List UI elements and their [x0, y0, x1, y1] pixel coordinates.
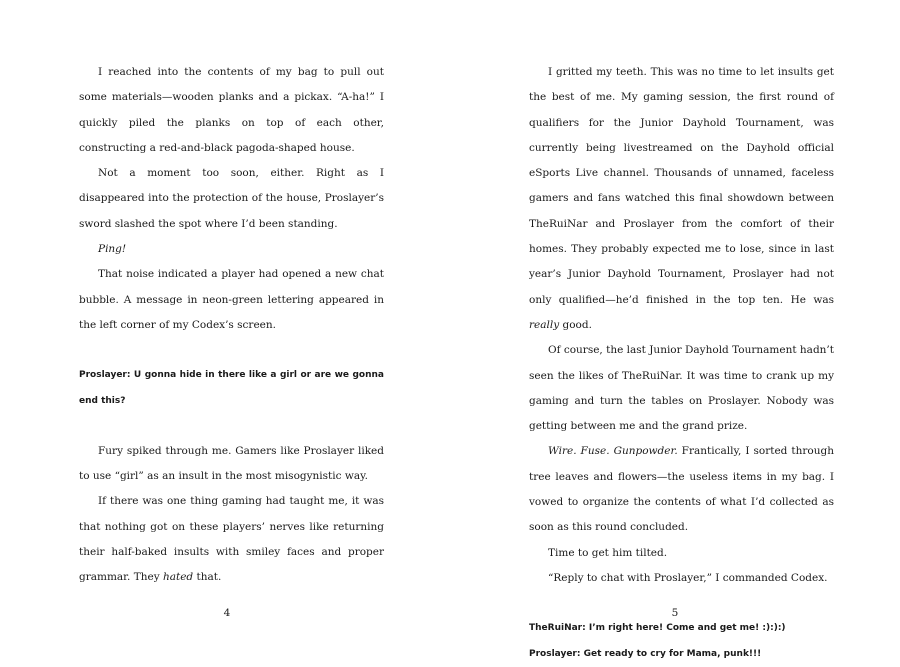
paragraph: I reached into the contents of my bag to pull out some materials—wooden planks and a pickax. “A-ha!” I quickly piled the planks on top of each other, constructing a red-and-black pagoda-shaped house. [79, 66, 384, 154]
right-page [450, 0, 900, 659]
sound-effect-text: Ping! [98, 243, 127, 256]
paragraph [529, 439, 834, 540]
paragraph-text: I gritted my teeth. This was no time to let insults get the best of me. My gaming session, the first round of qualifiers for the Junior Dayhold Tournament, was currently being livestreamed on the Dayhold official eSports Live channel. Thousands of unnamed, faceless gamers and fans watched this final showdown between TheRuiNar and Proslayer from the comfort of their homes. They probably expected me to lose, since in last year’s Junior Dayhold Tournament, Proslayer had not only qualified—he’d finished in the top ten. He was [529, 66, 834, 306]
chat-message [529, 616, 834, 641]
paragraph: “Reply to chat with Proslayer,” I commanded Codex. [548, 571, 828, 584]
chat-speaker: Proslayer: [529, 648, 581, 659]
paragraph-text: that. [193, 571, 222, 584]
left-page [0, 0, 450, 654]
right-page-text [529, 60, 834, 667]
paragraph: Fury spiked through me. Gamers like Proslayer liked to use “girl” as an insult in the most misogynistic way. [79, 444, 384, 483]
paragraph-text: Frantically, I sorted through tree leaves and flowers—the useless items in my bag. I vowed to organize the contents of what I’d collected as soon as this round concluded. [529, 445, 834, 534]
left-page-text [79, 60, 384, 591]
chat-message [529, 642, 834, 667]
emphasis-text: hated [162, 571, 194, 584]
chat-message [79, 363, 384, 414]
spacer [79, 414, 384, 439]
paragraph [79, 237, 384, 262]
paragraph-text: good. [559, 318, 592, 331]
page-number: 4 [223, 607, 231, 619]
paragraph [529, 60, 834, 338]
spacer [79, 338, 384, 363]
paragraph-text: If there was one thing gaming had taught me, it was that nothing got on these players’ nerves like returning their half-baked insults with smiley faces and proper grammar. They [79, 495, 384, 584]
emphasis-text: really [529, 318, 560, 331]
paragraph: Not a moment too soon, either. Right as I disappeared into the protection of the house, Proslayer’s sword slashed the spot where I’d been standing. [79, 167, 384, 230]
chat-speaker: TheRuiNar: [529, 623, 586, 634]
chat-speaker: Proslayer: [79, 370, 131, 381]
page-number: 5 [671, 607, 679, 619]
emphasis-text: Wire. Fuse. Gunpowder. [548, 445, 678, 458]
paragraph: Of course, the last Junior Dayhold Tournament hadn’t seen the likes of TheRuiNar. It was time to crank up my gaming and turn the tables on Proslayer. Nobody was getting between me and the grand prize. [529, 344, 834, 433]
chat-text: Get ready to cry for Mama, punk!!! [580, 648, 762, 659]
paragraph [79, 489, 384, 590]
paragraph: Time to get him tilted. [548, 546, 668, 559]
paragraph: That noise indicated a player had opened a new chat bubble. A message in neon-green lettering appeared in the left corner of my Codex’s screen. [79, 268, 384, 331]
chat-text: I’m right here! Come and get me! :):):) [585, 623, 786, 634]
chat-text: U gonna hide in there like a girl or are we gonna end this? [79, 370, 384, 406]
